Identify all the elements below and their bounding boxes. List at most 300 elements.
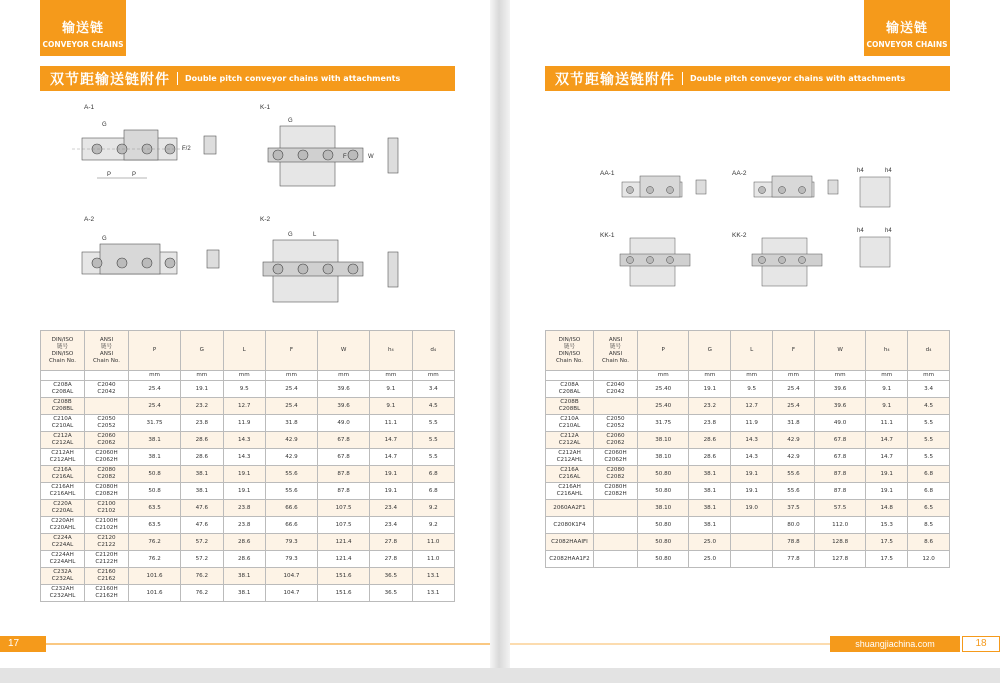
table-cell: 79.3 bbox=[265, 551, 317, 568]
table-cell: 55.6 bbox=[773, 483, 815, 500]
table-cell: 19.1 bbox=[223, 483, 265, 500]
din-chain-no: C210A C210AL bbox=[41, 415, 85, 432]
ansi-chain-no: C2060 C2062 bbox=[594, 432, 638, 449]
diagram-aa2-drawing bbox=[732, 160, 852, 225]
table-cell: 50.8 bbox=[129, 466, 181, 483]
svg-text:G: G bbox=[288, 118, 293, 124]
brand-cn: 输送链 bbox=[61, 20, 104, 35]
diagram-a1 bbox=[62, 98, 232, 198]
svg-text:G: G bbox=[102, 122, 107, 128]
col-f: F bbox=[773, 331, 815, 371]
footer-left bbox=[0, 636, 490, 652]
table-cell: 5.5 bbox=[412, 415, 454, 432]
page-number: 18 bbox=[962, 636, 1000, 652]
table-cell: 19.1 bbox=[370, 466, 412, 483]
section-title-bar bbox=[40, 66, 455, 91]
ansi-chain-no: C2080 C2082 bbox=[85, 466, 129, 483]
table-cell: 66.6 bbox=[265, 517, 317, 534]
table-cell: 49.0 bbox=[318, 415, 370, 432]
table-cell: 87.8 bbox=[318, 483, 370, 500]
svg-text:h4: h4 bbox=[885, 168, 892, 174]
footer-right bbox=[510, 636, 1000, 652]
table-cell: 101.6 bbox=[129, 585, 181, 602]
table-cell: 121.4 bbox=[318, 551, 370, 568]
table-cell: 31.75 bbox=[638, 415, 689, 432]
table-cell: 38.10 bbox=[638, 500, 689, 517]
unit: mm bbox=[908, 371, 950, 381]
right-spec-table bbox=[545, 330, 950, 568]
col-h4: h₄ bbox=[370, 331, 412, 371]
table-row bbox=[41, 483, 455, 500]
table-cell: 55.6 bbox=[265, 483, 317, 500]
din-chain-no: 2060AA2F1 bbox=[546, 500, 594, 517]
ansi-chain-no: C2040 C2042 bbox=[85, 381, 129, 398]
table-cell: 14.3 bbox=[223, 449, 265, 466]
diagram-kk1 bbox=[600, 228, 720, 293]
table-cell: 4.5 bbox=[908, 398, 950, 415]
table-cell: 11.9 bbox=[223, 415, 265, 432]
diagram-k2-drawing bbox=[258, 212, 428, 312]
table-cell: 11.1 bbox=[866, 415, 908, 432]
table-cell: 50.80 bbox=[638, 551, 689, 568]
brand-tab bbox=[864, 0, 950, 56]
col-l: L bbox=[731, 331, 773, 371]
table-row bbox=[41, 585, 455, 602]
table-cell: 31.75 bbox=[129, 415, 181, 432]
ansi-chain-no: C2100 C2102 bbox=[85, 500, 129, 517]
ansi-chain-no: C2060H C2062H bbox=[594, 449, 638, 466]
ansi-chain-no: C2120 C2122 bbox=[85, 534, 129, 551]
table-cell: 107.5 bbox=[318, 500, 370, 517]
diagram-a2-drawing bbox=[62, 212, 232, 312]
diagram-aa-side bbox=[855, 162, 900, 222]
table-cell: 55.6 bbox=[773, 466, 815, 483]
section-title-bar bbox=[545, 66, 950, 91]
table-cell: 13.1 bbox=[412, 585, 454, 602]
table-cell: 38.1 bbox=[689, 517, 731, 534]
table-cell: 14.3 bbox=[731, 432, 773, 449]
table-cell: 66.6 bbox=[265, 500, 317, 517]
din-chain-no: C210A C210AL bbox=[546, 415, 594, 432]
col-din: DIN/ISO 链号 DIN/ISO Chain No. bbox=[546, 331, 594, 371]
table-cell: 6.8 bbox=[412, 466, 454, 483]
col-w: W bbox=[318, 331, 370, 371]
table-cell: 6.8 bbox=[908, 466, 950, 483]
table-cell: 5.5 bbox=[908, 415, 950, 432]
table-cell: 38.10 bbox=[638, 449, 689, 466]
table-cell: 14.3 bbox=[223, 432, 265, 449]
table-cell: 38.1 bbox=[129, 449, 181, 466]
table-cell: 14.7 bbox=[866, 449, 908, 466]
din-chain-no: C208B C208BL bbox=[546, 398, 594, 415]
svg-text:P: P bbox=[107, 172, 112, 178]
table-cell: 67.8 bbox=[814, 449, 865, 466]
unit: mm bbox=[129, 371, 181, 381]
col-ansi: ANSI 链号 ANSI Chain No. bbox=[594, 331, 638, 371]
table-cell: 12.7 bbox=[223, 398, 265, 415]
din-chain-no: C212A C212AL bbox=[41, 432, 85, 449]
diagram-aa2 bbox=[732, 160, 852, 225]
table-row bbox=[546, 432, 950, 449]
svg-text:h4: h4 bbox=[885, 228, 892, 234]
diagram-aa1 bbox=[600, 160, 720, 225]
footer-line bbox=[46, 643, 490, 645]
table-cell: 23.8 bbox=[181, 415, 223, 432]
table-cell bbox=[731, 551, 773, 568]
table-cell: 12.0 bbox=[908, 551, 950, 568]
unit: mm bbox=[773, 371, 815, 381]
diagram-kk-side bbox=[855, 222, 900, 282]
din-chain-no: C2082HAA1F2 bbox=[546, 551, 594, 568]
diagram-label: K-2 bbox=[260, 216, 271, 223]
table-cell: 23.4 bbox=[370, 517, 412, 534]
diagram-kk1-drawing bbox=[600, 228, 720, 293]
table-row bbox=[546, 415, 950, 432]
diagram-label: AA-1 bbox=[600, 170, 615, 177]
table-cell: 23.8 bbox=[689, 415, 731, 432]
table-cell: 8.5 bbox=[908, 517, 950, 534]
table-row bbox=[546, 449, 950, 466]
diagram-label: K-1 bbox=[260, 104, 271, 111]
title-separator bbox=[682, 72, 683, 85]
col-d4: d₄ bbox=[412, 331, 454, 371]
unit: mm bbox=[689, 371, 731, 381]
svg-text:F: F bbox=[343, 154, 347, 160]
table-cell: 38.1 bbox=[689, 500, 731, 517]
table-cell: 28.6 bbox=[223, 551, 265, 568]
table-cell: 9.1 bbox=[866, 381, 908, 398]
table-cell: 5.5 bbox=[908, 432, 950, 449]
table-cell: 28.6 bbox=[223, 534, 265, 551]
unit: mm bbox=[638, 371, 689, 381]
table-cell: 19.1 bbox=[866, 483, 908, 500]
table-cell: 19.1 bbox=[731, 483, 773, 500]
diagram-aa-side-drawing bbox=[855, 162, 900, 222]
table-cell: 76.2 bbox=[181, 568, 223, 585]
col-f: F bbox=[265, 331, 317, 371]
table-cell: 128.8 bbox=[814, 534, 865, 551]
table-cell: 23.2 bbox=[181, 398, 223, 415]
table-cell: 19.1 bbox=[181, 381, 223, 398]
table-cell: 57.2 bbox=[181, 534, 223, 551]
table-cell: 31.8 bbox=[773, 415, 815, 432]
table-row bbox=[41, 466, 455, 483]
din-chain-no: C216AH C216AHL bbox=[546, 483, 594, 500]
din-chain-no: C208B C208BL bbox=[41, 398, 85, 415]
col-w: W bbox=[814, 331, 865, 371]
table-cell: 23.2 bbox=[689, 398, 731, 415]
table-cell: 11.0 bbox=[412, 551, 454, 568]
unit: mm bbox=[370, 371, 412, 381]
table-cell: 19.0 bbox=[731, 500, 773, 517]
ansi-chain-no: C2060H C2062H bbox=[85, 449, 129, 466]
table-cell: 25.4 bbox=[265, 381, 317, 398]
table-cell: 151.6 bbox=[318, 568, 370, 585]
section-title-en: Double pitch conveyor chains with attachments bbox=[185, 74, 401, 83]
ansi-chain-no: C2160 C2162 bbox=[85, 568, 129, 585]
din-chain-no: C216A C216AL bbox=[546, 466, 594, 483]
table-cell: 11.9 bbox=[731, 415, 773, 432]
table-cell: 11.0 bbox=[412, 534, 454, 551]
table-cell: 80.0 bbox=[773, 517, 815, 534]
table-cell: 4.5 bbox=[412, 398, 454, 415]
table-cell: 14.8 bbox=[866, 500, 908, 517]
left-page bbox=[0, 0, 490, 668]
table-row bbox=[546, 398, 950, 415]
table-cell: 11.1 bbox=[370, 415, 412, 432]
unit: mm bbox=[181, 371, 223, 381]
table-cell: 55.6 bbox=[265, 466, 317, 483]
table-cell: 31.8 bbox=[265, 415, 317, 432]
table-row bbox=[546, 517, 950, 534]
col-p: P bbox=[129, 331, 181, 371]
table-cell: 63.5 bbox=[129, 500, 181, 517]
ansi-chain-no bbox=[594, 398, 638, 415]
table-cell: 19.1 bbox=[731, 466, 773, 483]
table-row bbox=[41, 517, 455, 534]
table-row bbox=[546, 500, 950, 517]
svg-text:W: W bbox=[368, 154, 374, 160]
din-chain-no: C224A C224AL bbox=[41, 534, 85, 551]
table-cell: 28.6 bbox=[689, 432, 731, 449]
diagram-label: AA-2 bbox=[732, 170, 747, 177]
table-cell: 15.3 bbox=[866, 517, 908, 534]
table-cell: 19.1 bbox=[223, 466, 265, 483]
unit: mm bbox=[318, 371, 370, 381]
diagram-a2 bbox=[62, 212, 232, 312]
diagram-label: KK-1 bbox=[600, 232, 615, 239]
ansi-chain-no: C2040 C2042 bbox=[594, 381, 638, 398]
table-cell: 87.8 bbox=[318, 466, 370, 483]
din-chain-no: C212AH C212AHL bbox=[41, 449, 85, 466]
svg-text:P: P bbox=[132, 172, 137, 178]
table-cell: 50.80 bbox=[638, 517, 689, 534]
table-row bbox=[41, 551, 455, 568]
table-cell: 76.2 bbox=[129, 534, 181, 551]
table-cell: 8.6 bbox=[908, 534, 950, 551]
table-cell: 50.8 bbox=[129, 483, 181, 500]
right-table-body bbox=[546, 381, 950, 568]
table-cell: 67.8 bbox=[814, 432, 865, 449]
table-cell: 14.7 bbox=[370, 432, 412, 449]
table-cell: 25.4 bbox=[129, 381, 181, 398]
col-din: DIN/ISO 链号 DIN/ISO Chain No. bbox=[41, 331, 85, 371]
table-cell: 17.5 bbox=[866, 534, 908, 551]
din-chain-no: C232AH C232AHL bbox=[41, 585, 85, 602]
table-cell: 38.10 bbox=[638, 432, 689, 449]
section-title-cn: 双节距输送链附件 bbox=[555, 70, 675, 87]
ansi-chain-no: C2060 C2062 bbox=[85, 432, 129, 449]
table-cell: 6.8 bbox=[908, 483, 950, 500]
table-cell: 87.8 bbox=[814, 483, 865, 500]
table-row bbox=[41, 568, 455, 585]
unit: mm bbox=[866, 371, 908, 381]
table-cell: 57.2 bbox=[181, 551, 223, 568]
ansi-chain-no: C2050 C2052 bbox=[85, 415, 129, 432]
table-cell: 42.9 bbox=[265, 449, 317, 466]
table-row bbox=[41, 534, 455, 551]
din-chain-no: C2080K1F4 bbox=[546, 517, 594, 534]
din-chain-no: C2082HAAIFI bbox=[546, 534, 594, 551]
table-cell: 27.8 bbox=[370, 534, 412, 551]
table-cell: 9.1 bbox=[370, 381, 412, 398]
unit: mm bbox=[223, 371, 265, 381]
table-cell: 25.4 bbox=[129, 398, 181, 415]
table-cell: 151.6 bbox=[318, 585, 370, 602]
ansi-chain-no bbox=[594, 500, 638, 517]
unit: mm bbox=[412, 371, 454, 381]
table-cell: 25.0 bbox=[689, 551, 731, 568]
table-cell: 28.6 bbox=[689, 449, 731, 466]
brand-cn: 输送链 bbox=[885, 20, 928, 35]
din-chain-no: C208A C208AL bbox=[41, 381, 85, 398]
col-d4: d₄ bbox=[908, 331, 950, 371]
table-cell: 36.5 bbox=[370, 585, 412, 602]
ansi-chain-no: C2100H C2102H bbox=[85, 517, 129, 534]
table-cell: 39.6 bbox=[318, 381, 370, 398]
unit: mm bbox=[731, 371, 773, 381]
table-cell: 57.5 bbox=[814, 500, 865, 517]
diagram-aa1-drawing bbox=[600, 160, 720, 225]
footer-line bbox=[510, 643, 830, 645]
table-cell: 50.80 bbox=[638, 483, 689, 500]
table-cell bbox=[731, 534, 773, 551]
table-cell: 9.1 bbox=[370, 398, 412, 415]
table-cell: 23.8 bbox=[223, 517, 265, 534]
right-page bbox=[510, 0, 1000, 668]
din-chain-no: C224AH C224AHL bbox=[41, 551, 85, 568]
diagram-a1-drawing bbox=[62, 98, 232, 198]
table-cell: 42.9 bbox=[265, 432, 317, 449]
brand-en: CONVEYOR CHAINS bbox=[42, 40, 124, 49]
table-cell: 67.8 bbox=[318, 432, 370, 449]
diagram-label: A-1 bbox=[84, 104, 95, 111]
table-cell: 127.8 bbox=[814, 551, 865, 568]
table-cell: 87.8 bbox=[814, 466, 865, 483]
table-cell: 38.1 bbox=[181, 466, 223, 483]
table-cell: 25.0 bbox=[689, 534, 731, 551]
diagram-kk2 bbox=[732, 228, 852, 293]
table-cell bbox=[731, 517, 773, 534]
table-cell: 6.5 bbox=[908, 500, 950, 517]
table-cell: 9.5 bbox=[731, 381, 773, 398]
table-cell: 3.4 bbox=[908, 381, 950, 398]
table-row bbox=[546, 551, 950, 568]
table-cell: 23.8 bbox=[223, 500, 265, 517]
table-cell: 39.6 bbox=[318, 398, 370, 415]
din-chain-no: C212AH C212AHL bbox=[546, 449, 594, 466]
table-cell: 38.1 bbox=[689, 466, 731, 483]
table-cell: 50.80 bbox=[638, 534, 689, 551]
table-cell: 104.7 bbox=[265, 568, 317, 585]
din-chain-no: C220A C220AL bbox=[41, 500, 85, 517]
diagram-label: KK-2 bbox=[732, 232, 747, 239]
col-g: G bbox=[181, 331, 223, 371]
table-cell: 25.40 bbox=[638, 398, 689, 415]
book-gutter bbox=[490, 0, 510, 683]
table-cell: 77.8 bbox=[773, 551, 815, 568]
ansi-chain-no: C2120H C2122H bbox=[85, 551, 129, 568]
table-cell: 28.6 bbox=[181, 449, 223, 466]
table-cell: 38.1 bbox=[181, 483, 223, 500]
table-cell: 78.8 bbox=[773, 534, 815, 551]
col-ansi: ANSI 链号 ANSI Chain No. bbox=[85, 331, 129, 371]
ansi-chain-no: C2050 C2052 bbox=[594, 415, 638, 432]
diagram-kk2-drawing bbox=[732, 228, 852, 293]
ansi-chain-no bbox=[594, 517, 638, 534]
ansi-chain-no: C2080H C2082H bbox=[594, 483, 638, 500]
din-chain-no: C216AH C216AHL bbox=[41, 483, 85, 500]
table-cell: 76.2 bbox=[129, 551, 181, 568]
table-cell: 107.5 bbox=[318, 517, 370, 534]
left-spec-table bbox=[40, 330, 455, 602]
col-p: P bbox=[638, 331, 689, 371]
table-row bbox=[546, 483, 950, 500]
svg-text:G: G bbox=[102, 236, 107, 242]
table-cell: 14.7 bbox=[866, 432, 908, 449]
table-cell: 67.8 bbox=[318, 449, 370, 466]
table-cell: 25.40 bbox=[638, 381, 689, 398]
svg-text:h4: h4 bbox=[857, 228, 864, 234]
diagram-k1 bbox=[258, 98, 428, 198]
table-cell: 38.1 bbox=[223, 585, 265, 602]
table-cell: 23.4 bbox=[370, 500, 412, 517]
table-cell: 42.9 bbox=[773, 449, 815, 466]
svg-text:G: G bbox=[288, 232, 293, 238]
table-cell: 17.5 bbox=[866, 551, 908, 568]
table-cell: 27.8 bbox=[370, 551, 412, 568]
section-title-cn: 双节距输送链附件 bbox=[50, 70, 170, 87]
table-cell: 25.4 bbox=[773, 398, 815, 415]
table-cell: 38.1 bbox=[689, 483, 731, 500]
table-cell: 47.6 bbox=[181, 500, 223, 517]
page-number: 17 bbox=[0, 636, 46, 652]
col-g: G bbox=[689, 331, 731, 371]
table-cell: 42.9 bbox=[773, 432, 815, 449]
ansi-chain-no: C2080 C2082 bbox=[594, 466, 638, 483]
table-cell: 19.1 bbox=[370, 483, 412, 500]
section-title-en: Double pitch conveyor chains with attachments bbox=[690, 74, 906, 83]
table-cell: 19.1 bbox=[866, 466, 908, 483]
table-cell: 79.3 bbox=[265, 534, 317, 551]
din-chain-no: C208A C208AL bbox=[546, 381, 594, 398]
ansi-chain-no bbox=[594, 551, 638, 568]
table-row bbox=[546, 534, 950, 551]
table-cell: 101.6 bbox=[129, 568, 181, 585]
diagram-kk-side-drawing bbox=[855, 222, 900, 282]
col-l: L bbox=[223, 331, 265, 371]
table-row bbox=[41, 398, 455, 415]
table-cell: 5.5 bbox=[908, 449, 950, 466]
table-cell: 39.6 bbox=[814, 381, 865, 398]
table-cell: 76.2 bbox=[181, 585, 223, 602]
title-separator bbox=[177, 72, 178, 85]
unit: mm bbox=[814, 371, 865, 381]
table-row bbox=[41, 432, 455, 449]
table-cell: 9.2 bbox=[412, 517, 454, 534]
table-cell: 25.4 bbox=[265, 398, 317, 415]
din-chain-no: C212A C212AL bbox=[546, 432, 594, 449]
left-table-body bbox=[41, 381, 455, 602]
table-row bbox=[41, 500, 455, 517]
table-cell: 47.6 bbox=[181, 517, 223, 534]
table-cell: 5.5 bbox=[412, 432, 454, 449]
table-cell: 5.5 bbox=[412, 449, 454, 466]
table-cell: 50.80 bbox=[638, 466, 689, 483]
svg-text:F/2: F/2 bbox=[182, 146, 191, 152]
table-cell: 12.7 bbox=[731, 398, 773, 415]
diagram-label: A-2 bbox=[84, 216, 95, 223]
